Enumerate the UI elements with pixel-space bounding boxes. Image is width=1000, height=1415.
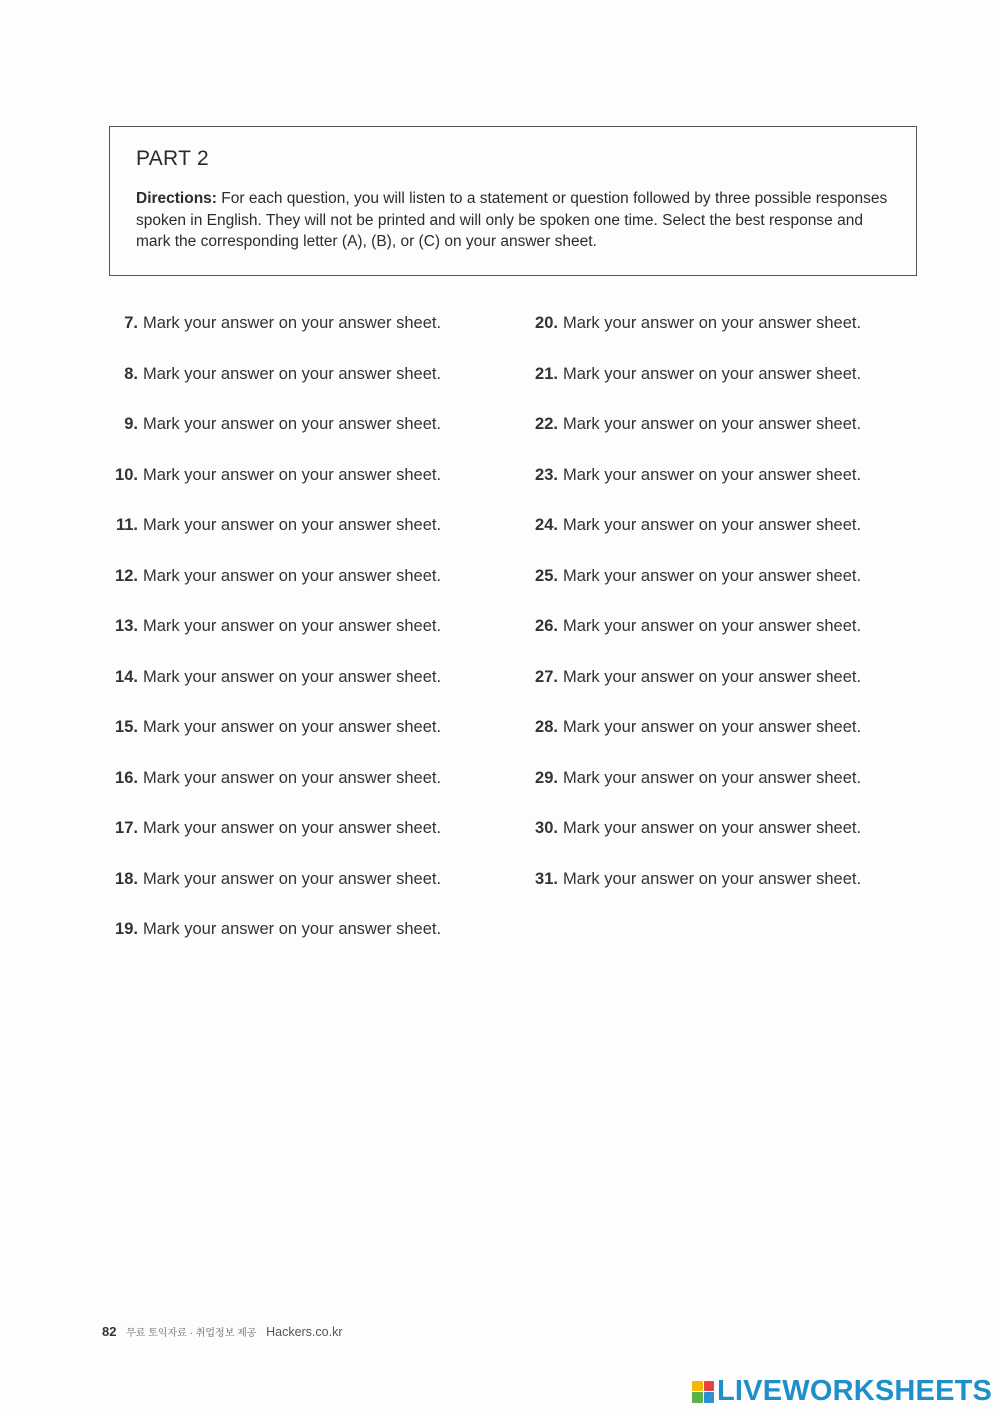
question-answer-text: Mark your answer on your answer sheet. — [143, 566, 442, 585]
question-number: 14 . — [100, 668, 138, 687]
question-number: 10 . — [100, 466, 138, 485]
question-number: 27 . — [520, 668, 558, 687]
question-answer-text: Mark your answer on your answer sheet. — [563, 819, 862, 837]
question-answer-text: Mark your answer on your answer sheet. — [563, 869, 862, 888]
question-answer-text: Mark your answer on your answer sheet. — [563, 364, 862, 383]
question-answer-text: Mark your answer on your answer sheet. — [143, 920, 442, 938]
question-item — [100, 718, 441, 769]
question-answer-text: Mark your answer on your answer sheet. — [143, 364, 442, 383]
question-number: 24 . — [520, 516, 558, 535]
liveworksheets-icon — [692, 1381, 714, 1403]
question-number: 9 . — [100, 415, 138, 434]
question-item — [520, 769, 861, 820]
liveworksheets-wordmark: LIVEWORKSHEETS — [717, 1375, 993, 1407]
question-column-right — [520, 314, 861, 920]
question-number: 16 . — [100, 769, 138, 788]
part-title: PART 2 — [136, 147, 210, 170]
question-item — [100, 819, 441, 870]
question-answer-text: Mark your answer on your answer sheet. — [563, 314, 862, 332]
question-answer-text: Mark your answer on your answer sheet. — [563, 415, 862, 433]
question-number: 21 . — [520, 365, 558, 384]
directions-label: Directions: — [136, 190, 217, 207]
question-number: 18 . — [100, 870, 138, 889]
question-item — [100, 668, 441, 719]
directions-text — [136, 188, 890, 253]
question-item — [100, 365, 441, 416]
question-item — [520, 466, 861, 517]
question-item — [100, 415, 441, 466]
question-answer-text: Mark your answer on your answer sheet. — [143, 667, 442, 686]
question-item — [520, 415, 861, 466]
question-item — [100, 870, 441, 921]
question-item — [100, 466, 441, 517]
directions-body: For each question, you will listen to a statement or question followed by three possible responses spoken in English. They will not be printed and will only be spoken one time. Select the best response and mark the corresponding letter (A), (B), or (C) on your answer sheet. — [136, 190, 888, 250]
question-answer-text: Mark your answer on your answer sheet. — [563, 768, 862, 787]
question-number: 13 . — [100, 617, 138, 636]
question-answer-text: Mark your answer on your answer sheet. — [143, 617, 442, 635]
page-footer — [102, 1324, 343, 1339]
question-answer-text: Mark your answer on your answer sheet. — [143, 718, 442, 736]
question-number: 25 . — [520, 567, 558, 586]
question-answer-text: Mark your answer on your answer sheet. — [143, 415, 442, 433]
question-item — [520, 718, 861, 769]
question-item — [100, 516, 441, 567]
question-item — [520, 567, 861, 618]
question-item — [520, 365, 861, 416]
question-number: 23 . — [520, 466, 558, 485]
question-number: 29 . — [520, 769, 558, 788]
question-answer-text: Mark your answer on your answer sheet. — [563, 617, 862, 635]
question-number: 28 . — [520, 718, 558, 737]
question-item — [520, 870, 861, 921]
question-answer-text: Mark your answer on your answer sheet. — [143, 819, 442, 837]
question-item — [520, 516, 861, 567]
footer-site: Hackers.co.kr — [266, 1325, 343, 1339]
question-number: 19 . — [100, 920, 138, 939]
footer-korean-text: 무료 토익자료 · 취업정보 제공 — [126, 1328, 257, 1339]
question-number: 20 . — [520, 314, 558, 333]
question-number: 15 . — [100, 718, 138, 737]
question-item — [520, 668, 861, 719]
logo-square — [692, 1381, 703, 1392]
logo-square — [692, 1392, 703, 1403]
question-item — [100, 567, 441, 618]
question-number: 12 . — [100, 567, 138, 586]
question-answer-text: Mark your answer on your answer sheet. — [563, 667, 862, 686]
question-item — [520, 819, 861, 870]
question-answer-text: Mark your answer on your answer sheet. — [143, 768, 442, 787]
question-number: 26 . — [520, 617, 558, 636]
question-item — [520, 314, 861, 365]
question-number: 7 . — [100, 314, 138, 333]
question-item — [520, 617, 861, 668]
question-number: 17 . — [100, 819, 138, 838]
question-answer-text: Mark your answer on your answer sheet. — [563, 465, 862, 484]
question-number: 31 . — [520, 870, 558, 889]
question-answer-text: Mark your answer on your answer sheet. — [143, 869, 442, 888]
question-number: 8 . — [100, 365, 138, 384]
liveworksheets-logo — [692, 1377, 992, 1406]
question-answer-text: Mark your answer on your answer sheet. — [563, 566, 862, 585]
question-answer-text: Mark your answer on your answer sheet. — [143, 516, 442, 534]
page-number: 82 — [102, 1324, 117, 1339]
question-number: 22 . — [520, 415, 558, 434]
question-item — [100, 920, 441, 971]
question-item — [100, 314, 441, 365]
logo-square — [704, 1392, 715, 1403]
question-item — [100, 617, 441, 668]
question-answer-text: Mark your answer on your answer sheet. — [143, 314, 442, 332]
question-number: 11 . — [100, 516, 138, 535]
question-number: 30 . — [520, 819, 558, 838]
logo-square — [704, 1381, 715, 1392]
question-column-left — [100, 314, 441, 971]
question-answer-text: Mark your answer on your answer sheet. — [143, 465, 442, 484]
question-answer-text: Mark your answer on your answer sheet. — [563, 718, 862, 736]
directions-box — [109, 126, 917, 276]
question-item — [100, 769, 441, 820]
question-answer-text: Mark your answer on your answer sheet. — [563, 516, 862, 534]
